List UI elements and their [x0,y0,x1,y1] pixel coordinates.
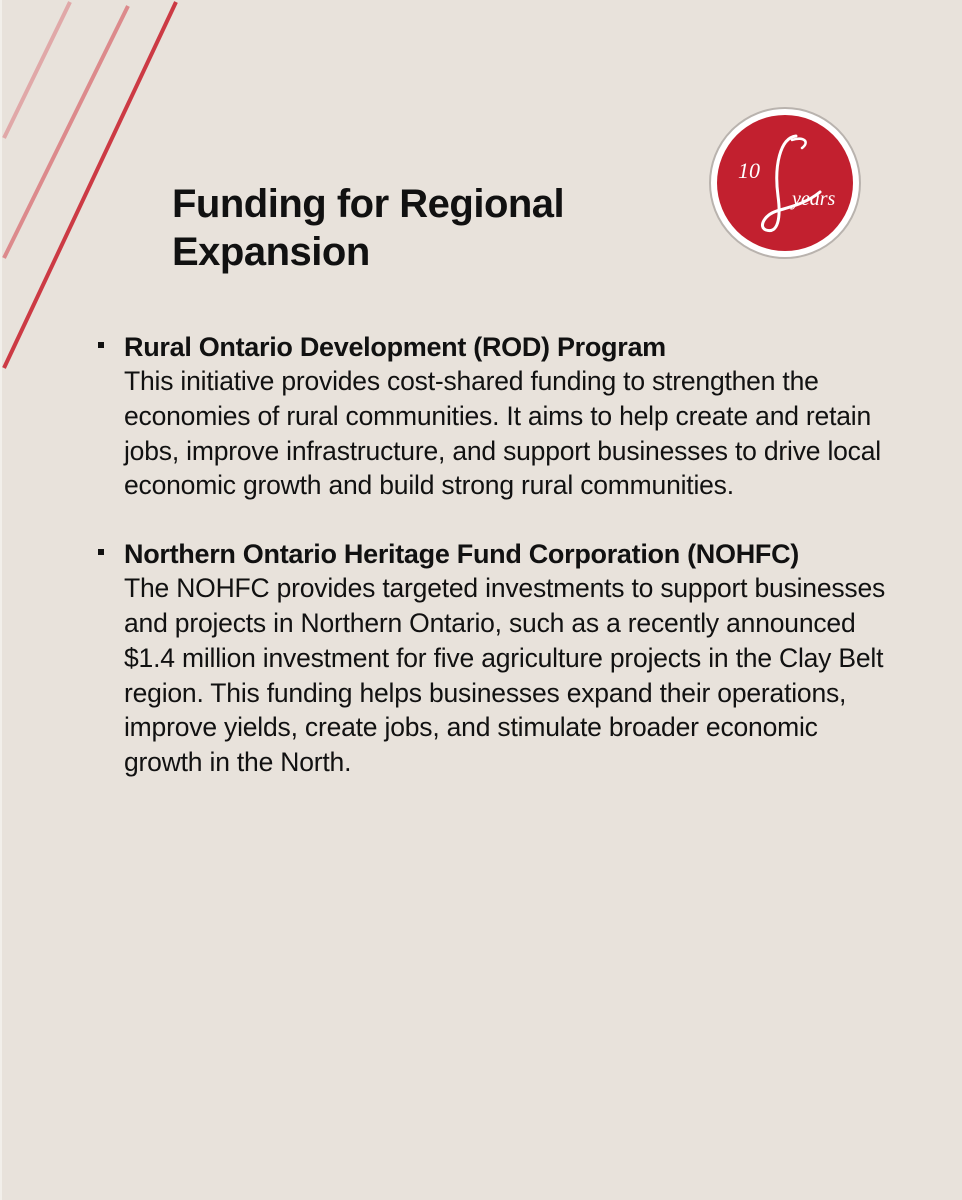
program-description: This initiative provides cost-shared funding to strengthen the economies of rural communities. It aims to help create and retain jobs, improve infrastructure, and support businesses to drive local economic growth and build strong rural communities. [124,366,881,501]
program-item-nohfc [96,537,896,780]
program-description: The NOHFC provides targeted investments to support businesses and projects in Northern Ontario, such as a recently announced $1.4 million investment for five agriculture projects in the Clay Belt region. This funding helps businesses expand their operations, improve yields, create jobs, and stimulate broader economic growth in the North. [124,573,886,778]
program-item-rod [96,330,896,503]
program-heading: Northern Ontario Heritage Fund Corporation (NOHFC) [124,539,799,570]
stripe-dark [4,2,176,368]
stripe-light [4,2,70,138]
bullet-square-icon [98,549,104,555]
badge-number: 10 [738,158,760,183]
page-title: Funding for Regional Expansion [172,182,565,274]
stripe-medium [4,6,128,258]
badge-word: years [792,188,836,210]
decorative-diagonal-stripes [0,0,200,380]
program-heading: Rural Ontario Development (ROD) Program [124,332,666,362]
program-list [96,330,896,814]
bullet-square-icon [98,342,104,348]
ten-years-badge-icon [708,106,862,260]
